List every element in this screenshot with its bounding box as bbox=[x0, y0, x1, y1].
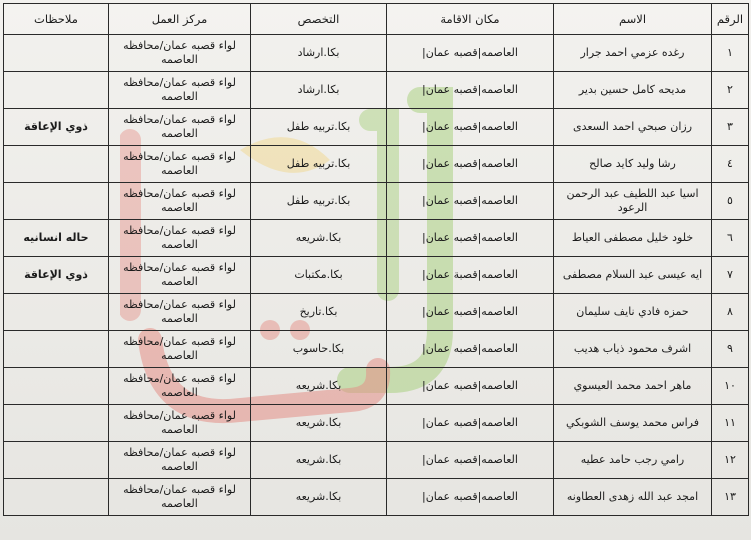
cell-specialty: بكا.تربيه طفل bbox=[251, 146, 387, 183]
cell-notes bbox=[4, 35, 109, 72]
cell-work-center: لواء قصبه عمان/محافظه العاصمه bbox=[109, 72, 251, 109]
cell-num: ٤ bbox=[712, 146, 749, 183]
cell-name: فراس محمد يوسف الشوبكي bbox=[554, 405, 712, 442]
cell-work-center: لواء قصبه عمان/محافظه العاصمه bbox=[109, 220, 251, 257]
cell-name: خلود خليل مصطفى العياط bbox=[554, 220, 712, 257]
cell-num: ١ bbox=[712, 35, 749, 72]
cell-residence: العاصمه|قصبه عمان| bbox=[387, 109, 554, 146]
table-row bbox=[4, 442, 749, 479]
table-row bbox=[4, 368, 749, 405]
cell-work-center: لواء قصبه عمان/محافظه العاصمه bbox=[109, 368, 251, 405]
cell-name: رغده عزمي احمد جرار bbox=[554, 35, 712, 72]
cell-name: رشا وليد كايد صالح bbox=[554, 146, 712, 183]
cell-num: ٦ bbox=[712, 220, 749, 257]
table-row bbox=[4, 146, 749, 183]
cell-name: امجد عبد الله زهدى العطاونه bbox=[554, 479, 712, 516]
table-row bbox=[4, 109, 749, 146]
cell-work-center: لواء قصبه عمان/محافظه العاصمه bbox=[109, 442, 251, 479]
roster-table bbox=[3, 3, 749, 516]
cell-residence: العاصمه|قصبه عمان| bbox=[387, 479, 554, 516]
cell-specialty: بكا.تاريخ bbox=[251, 294, 387, 331]
cell-specialty: بكا.ارشاد bbox=[251, 35, 387, 72]
cell-num: ١٣ bbox=[712, 479, 749, 516]
cell-work-center: لواء قصبه عمان/محافظه العاصمه bbox=[109, 183, 251, 220]
cell-notes: حاله انسانيه bbox=[4, 220, 109, 257]
cell-notes bbox=[4, 294, 109, 331]
cell-name: اشرف محمود ذياب هديب bbox=[554, 331, 712, 368]
cell-num: ٥ bbox=[712, 183, 749, 220]
cell-notes: ذوي الإعاقة bbox=[4, 257, 109, 294]
header-name: الاسم bbox=[554, 4, 712, 35]
header-residence: مكان الاقامة bbox=[387, 4, 554, 35]
cell-residence: العاصمه|قصبه عمان| bbox=[387, 294, 554, 331]
cell-specialty: بكا.مكتبات bbox=[251, 257, 387, 294]
cell-specialty: بكا.ارشاد bbox=[251, 72, 387, 109]
cell-work-center: لواء قصبه عمان/محافظه العاصمه bbox=[109, 405, 251, 442]
cell-name: رزان صبحي احمد السعدى bbox=[554, 109, 712, 146]
table-row bbox=[4, 220, 749, 257]
table-row bbox=[4, 294, 749, 331]
table-row bbox=[4, 405, 749, 442]
table-header-row bbox=[4, 4, 749, 35]
cell-residence: العاصمه|قصبه عمان| bbox=[387, 220, 554, 257]
cell-name: مديحه كامل حسين بدير bbox=[554, 72, 712, 109]
cell-residence: العاصمه|قصبة عمان| bbox=[387, 257, 554, 294]
cell-specialty: بكا.شريعه bbox=[251, 220, 387, 257]
cell-work-center: لواء قصبه عمان/محافظه العاصمه bbox=[109, 479, 251, 516]
cell-notes bbox=[4, 331, 109, 368]
cell-name: رامي رجب حامد عطيه bbox=[554, 442, 712, 479]
table-row bbox=[4, 35, 749, 72]
cell-residence: العاصمه|قصبه عمان| bbox=[387, 35, 554, 72]
cell-specialty: بكا.شريعه bbox=[251, 368, 387, 405]
cell-specialty: بكا.شريعه bbox=[251, 405, 387, 442]
header-notes: ملاحظات bbox=[4, 4, 109, 35]
table-row bbox=[4, 72, 749, 109]
cell-name: اسيا عبد اللطيف عبد الرحمن الرعود bbox=[554, 183, 712, 220]
cell-residence: العاصمه|قصبه عمان| bbox=[387, 442, 554, 479]
cell-name: ايه عيسى عبد السلام مصطفى bbox=[554, 257, 712, 294]
cell-work-center: لواء قصبه عمان/محافظه العاصمه bbox=[109, 146, 251, 183]
cell-num: ٨ bbox=[712, 294, 749, 331]
header-work-center: مركز العمل bbox=[109, 4, 251, 35]
cell-residence: العاصمه|قصبه عمان| bbox=[387, 183, 554, 220]
header-specialty: التخصص bbox=[251, 4, 387, 35]
cell-specialty: بكا.تربيه طفل bbox=[251, 183, 387, 220]
cell-notes bbox=[4, 442, 109, 479]
cell-num: ١٠ bbox=[712, 368, 749, 405]
cell-num: ٣ bbox=[712, 109, 749, 146]
cell-num: ١١ bbox=[712, 405, 749, 442]
table-row bbox=[4, 479, 749, 516]
cell-specialty: بكا.تربيه طفل bbox=[251, 109, 387, 146]
cell-residence: العاصمه|قصبه عمان| bbox=[387, 368, 554, 405]
cell-specialty: بكا.حاسوب bbox=[251, 331, 387, 368]
cell-notes bbox=[4, 183, 109, 220]
cell-work-center: لواء قصبه عمان/محافظه العاصمه bbox=[109, 35, 251, 72]
cell-notes bbox=[4, 405, 109, 442]
cell-notes: ذوي الإعاقة bbox=[4, 109, 109, 146]
cell-num: ١٢ bbox=[712, 442, 749, 479]
cell-notes bbox=[4, 146, 109, 183]
cell-num: ٩ bbox=[712, 331, 749, 368]
cell-notes bbox=[4, 479, 109, 516]
cell-num: ٢ bbox=[712, 72, 749, 109]
cell-specialty: بكا.شريعه bbox=[251, 442, 387, 479]
cell-work-center: لواء قصبه عمان/محافظه العاصمه bbox=[109, 109, 251, 146]
cell-work-center: لواء قصبه عمان/محافظه العاصمه bbox=[109, 257, 251, 294]
table-row bbox=[4, 331, 749, 368]
cell-work-center: لواء قصبه عمان/محافظه العاصمه bbox=[109, 331, 251, 368]
cell-name: حمزه فادي نايف سليمان bbox=[554, 294, 712, 331]
cell-specialty: بكا.شريعه bbox=[251, 479, 387, 516]
cell-num: ٧ bbox=[712, 257, 749, 294]
cell-work-center: لواء قصبه عمان/محافظه العاصمه bbox=[109, 294, 251, 331]
cell-notes bbox=[4, 368, 109, 405]
cell-residence: العاصمه|قصبه عمان| bbox=[387, 146, 554, 183]
cell-name: ماهر احمد محمد العيسوي bbox=[554, 368, 712, 405]
cell-notes bbox=[4, 72, 109, 109]
table-row bbox=[4, 257, 749, 294]
table-row bbox=[4, 183, 749, 220]
cell-residence: العاصمه|قصبه عمان| bbox=[387, 331, 554, 368]
header-num: الرقم bbox=[712, 4, 749, 35]
cell-residence: العاصمه|قصبه عمان| bbox=[387, 405, 554, 442]
cell-residence: العاصمه|قصبه عمان| bbox=[387, 72, 554, 109]
